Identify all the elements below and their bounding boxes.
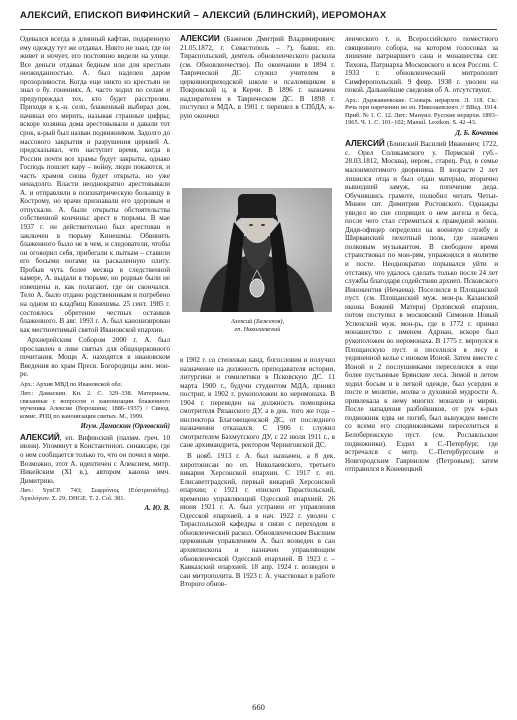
caption-line: Алексий (Баженов), (230, 318, 285, 325)
portrait-illustration (182, 188, 332, 312)
portrait-photo (182, 188, 332, 312)
running-header: АЛЕКСИЙ, ЕПИСКОП ВИФИНСКИЙ – АЛЕКСИЙ (БЛИНСКИЙ), ИЕРОМОНАХ (20, 10, 387, 21)
article-entry (180, 35, 335, 120)
article-text: ленческого т. н. Всероссийского поместного священного собора, на котором голосовал за лишение патриаршего сана и монашества свт. Тихона, Патриарха Московского и всея России. С 1933 г. обновленческий митрополит Симферопольский. 9 февр. 1938 г. уволен на покой. Дальнейшие сведения об А. отсутствуют. (345, 35, 498, 95)
entry-headword: АЛЕКСИЙ (180, 35, 220, 43)
column-1 (20, 35, 170, 695)
article-text: В нояб. 1913 г. А. был назначен, а 8 дек. хиротонисан во еп. Николаевского, третьего викария Херсонской епархии. С 1917 г. еп. Елисаветградский, первый викарий Херсонской епархии; с 1921 г. епископ Тираспольский, временно управляющий Одесской епархией. 26 июня 1921 г. А. был устранен от управления Одесской епархией, а в нач. 1922 г. уволен с Тираспольской кафедры в связи с переходом в обновленческий раскол. Обновленческим Высшим церковным управлением А. был возведен в сан архиепископа и назначен управляющим обновленческой Одесской епархией. В 1923 г. – Кавказский епархией. 18 апр. 1924 г. возведен в сан митрополита. В 1923 г. А. участвовал в работе Второго обнов- (180, 452, 335, 589)
page-number: 660 (252, 702, 265, 712)
literature-ref: Лит.: SynCP. 743; Σωφρόνιος (Εὐστρατιάδης). Ἁγιολόγιον. Σ. 29; DHGE. T. 2. Col. 381. (20, 487, 170, 502)
entry-text: (Блинский Василий Иванович; 1722, с. Орел Соликамского у. Пермской губ.– 28.03.1812, Москва), иером., старец. Род. в семье малоимпотимого дворянина. В возрасте 2 лет лишился отца и был отдан матерью, вторично вышедшей замуж, на попечение деда. Обучившись грамоте, полюбил читать Четьи-Минеи свт. Димитрия Ростовского. Однажды увидел во сне спорящих о нем ангела и беса, после чего стал стремиться к праведной жизни. Дядя-офицер определил на военную службу в Ширванский пехотный полк, где назначен полковым музыкантом. В свободное время странствовал по мон-рям, упражнялся в молитве и посте. Неоднократно порывался уйти и отставку, что удалось сделать только после 24 лет службы благодаря содействию архиеп. Псковского Иннокентия (Нечаева). Поселился в Площанской пуст. (см. Площанский муж. мон-рь Казанской иконы Божией Матери) Орловской епархии, потом поступил в московский Симонов Новый Успенский муж. мон-рь, где в 1772 г. принял монашество с именем Адриан, вскоре был рукоположен во иеромонаха. В 1775 г. вернулся в Площанскую пуст. и поселился в лесу в уединенной келье с иноком Ионой. Затем вместе с Ионой и 2 послушниками переселился в еще более пустынные Брянские леса. Зимой и летом ходил босым и в легкой одежде, был усерден в посте и молитве, молва о духовной мудрости А. привлекала к нему многих монахов и мирян. После нападения разбойников, от рук к-рых подвижник едва не погиб, был вынужден вместе со всеми его сподвижниками переселиться в Белобережскую пуст. (см. Рославльские подвижники). Ездил в С.-Петербург, где встречался с митр. С.-Петербургским и Новгородским Гавриилом (Петровым); затем отправился в Коневецкий (345, 140, 498, 474)
column-2-bottom (180, 356, 335, 696)
article-entry (20, 434, 170, 485)
column-3 (345, 35, 498, 695)
article-author: А. Ю. В. (144, 504, 170, 513)
entry-headword: АЛЕКСИЙ (345, 139, 385, 149)
article-entry (345, 140, 498, 473)
column-2-top (180, 35, 335, 185)
article-text: Архиерейским Собором 2000 г. А. был прославлен в лике святых для общецерковного почитания. Мощи А. находятся в ивановском Введения во храм Пресв. Богородицы жен. мон-ре. (20, 336, 170, 379)
header-rule (20, 29, 497, 30)
portrait-caption (180, 318, 335, 333)
caption-line: еп. Николаевский (234, 325, 281, 333)
article-author: Игум. Дамаскин (Орловский) (80, 422, 170, 431)
article-text: в 1902 г. со степенью канд. богословия и получил назначение на должность преподавателя истории, литургики и гомилетики в Псковскую ДС. 11 марта 1900 г., будучи студентом МДА, принял постриг, в 1902 г. рукоположен во иеромонаха. В 1904 г. переведен на должность помощника смотрителя Рязанского ДУ, а в дек. того же года – инспектора Благовещенской ДС, от последнего назначения отказался. С 1906 г. служил смотрителем Бахмутского ДУ, с 22 июля 1911 г., в сане архимандрита, ректором Черниговской ДС. (180, 356, 335, 450)
literature-ref: Арх.: Държавиевские. Словарь иерархов. Л. 118. Св.: Речь при наречении во еп. Николаевского // ВВед. 1914. Приб. № 1. С. 12. Лит.: Мануил. Русские иерархи. 1893–1965. Ч. 1. С. 101–102; Manuil. Lexikon. S. 42–43. (345, 96, 498, 127)
entry-text: , еп. Вифинский (палмм. греч. 10 июня). Упомянут в Константиноп. синаксаре, где о нем сообщается только то, что он почил в мире. Возможно, этот А. идентичен с Алексием, митр. Никейским (XI в.), автором канона вмч. Димитрию. (20, 433, 170, 485)
archive-ref: Арх.: Архив МВД по Ивановской обл. (20, 380, 123, 388)
literature-ref: Лит.: Дамаскин. Кн. 2. С. 329–338. Материалы, связанные с вопросом о канонизации блаженного мученика Алексия (Ворошина; 1886–1937) / Синод. комис. РПЦ по канонизации святых. М., 1999. (20, 390, 170, 420)
article-author: Д. Б. Кочетов (455, 128, 498, 137)
entry-text: (Баженов Дмитрий Владимирович; 21.05.1872, г. Севастополь – ?), бывш. еп. Тираспольский, деятель обновленческого раскола (см. Обновленчество). По окончании в 1894 г. Таврической ДС служил учителем в церковноприходской школе и псаломщиком в Покровской ц. в Керчи. В 1896 г. назначен надзирателем в Таврическом ДС. В 1898 г. поступил в МДА, в 1901 г. перешел в СПбДА, к-рую окончил (180, 35, 335, 120)
entry-headword: АЛЕКСИЙ (20, 432, 60, 442)
article-text: Одевался всегда в длинный кафтан, подаренную ему одежду тут же отдавал. Никто не знал, где он живет и ночует, его постоянно видели на улице. Все деньги отдавал бедным или для крестьян неожиданностью. А. был наделен даром прозорливости. Когда еще никто из крестьян не знал о бу. гонениях, А. часто ходил по селам и предупреждал тех, кто будет расстрелян. Приходя в к.-н. село, блаженный выбирал дом, начинал его мерить, называя странные цифры; вскоре хозяина дома арестовывали и давали тот срок, к-рый был назван подвижником. Задолго до массового закрытия и разрушения церквей А. предсказывал, что наступит время, когда в России почти все храмы будут закрыты, однако Господь пошлет кару – войну, люди покаются, и часть храмов снова будет открыта, но уже ненадолго. Власти неоднократно арестовывали А. и отправляли в психиатрическую больницу в Кострому, но врачи признавали его здоровым и отпускали. А. были открыты обстоятельства собственной кончины: арест в тюрьмы. В мае 1937 г. он действительно был арестован и заключен в тюрьму Кинешмы. Обвинить блаженного было не в чем, и следователи, чтобы он оговорил себя, прибегали к пыткам – ставили его босыми ногами на раскаленную плиту. Пробыв чуть более месяца в следственной камере, А. выдали в тюрьме, но родные были не извещены и, как полагают, где он скончался. Тело А. было отдано родственникам и погребено на одном из кладбищ Кинешмы. 25 сент. 1985 г. состоялось обретение честных останков блаженного. В авг. 1993 г. А. был канонизирован как местночтимый святой Ивановской епархии. (20, 35, 170, 334)
